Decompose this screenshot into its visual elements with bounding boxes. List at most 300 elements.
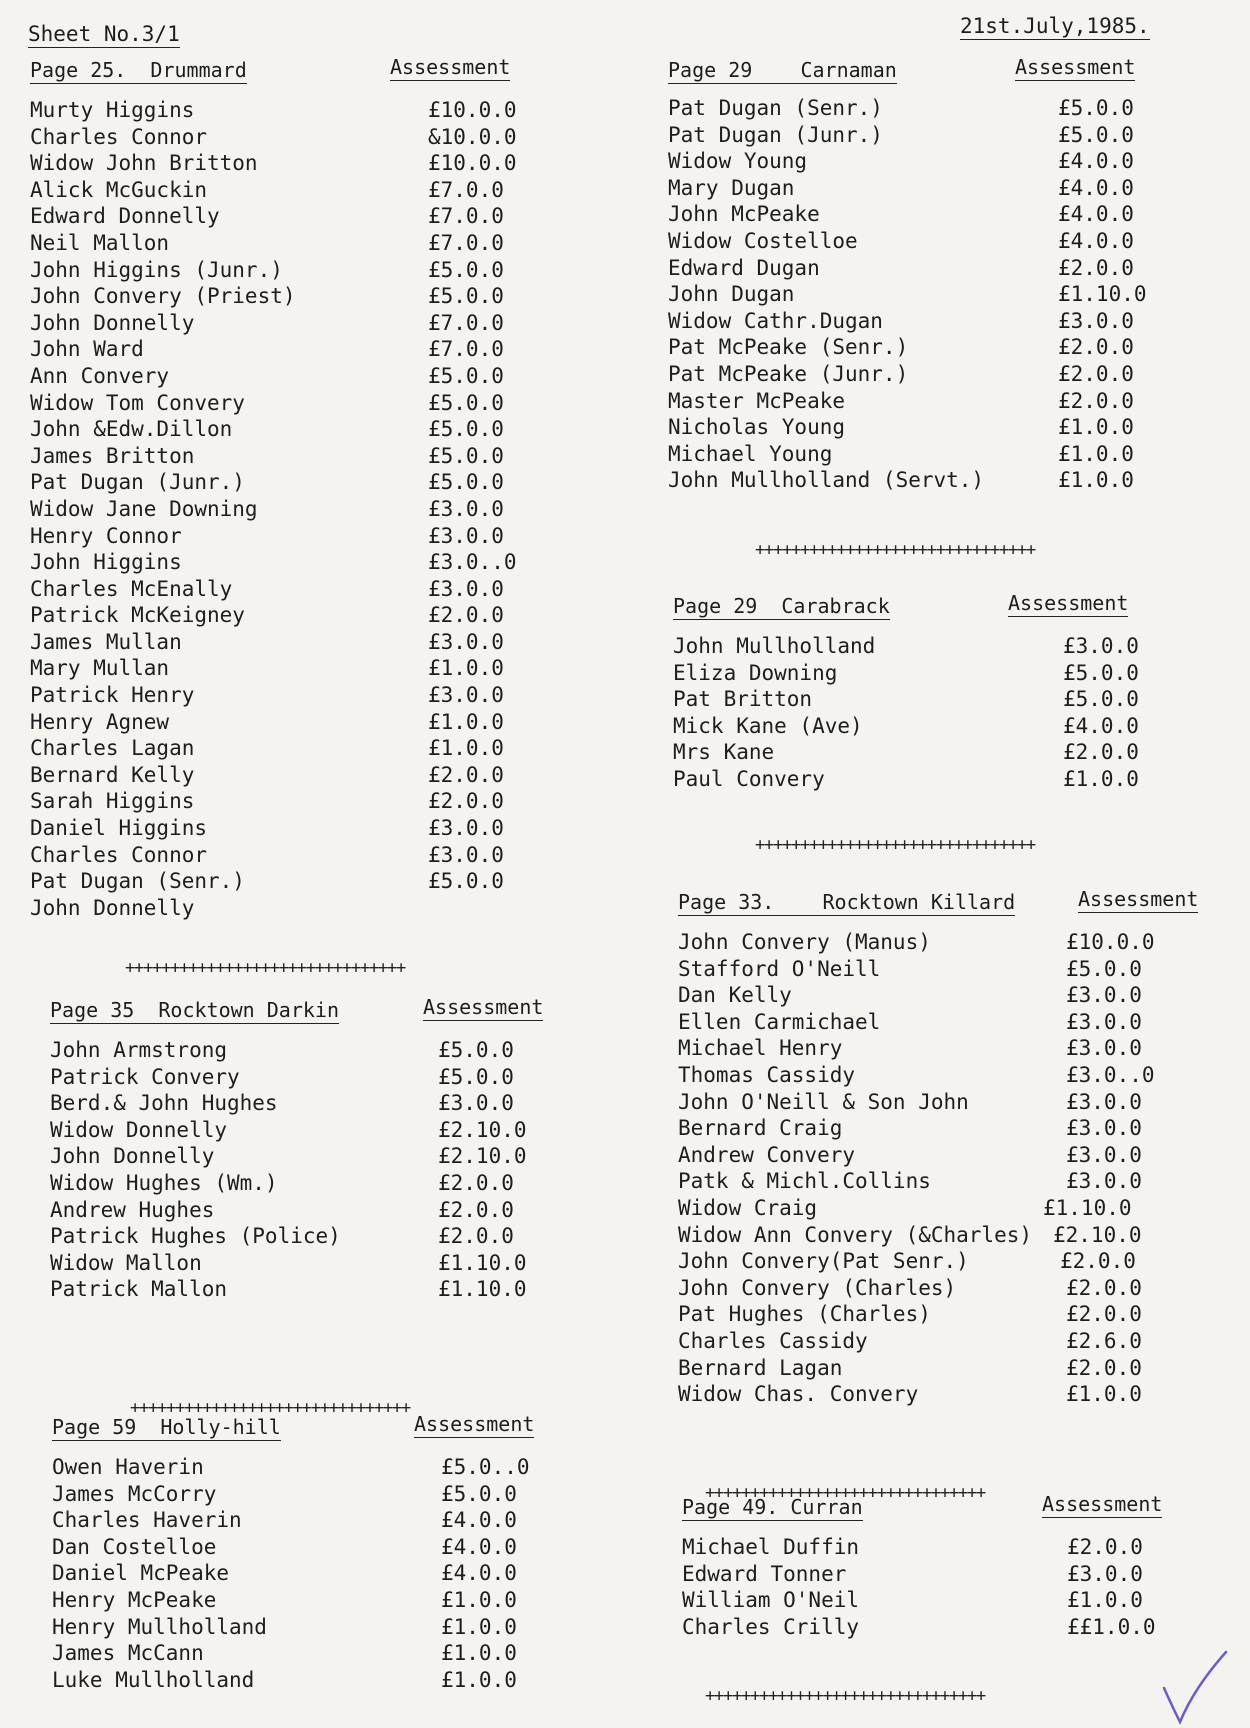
entry-amount: £4.0.0 [1063, 713, 1139, 738]
entry-list [50, 1038, 550, 1304]
entry-amount: £3.0.0 [1066, 1116, 1142, 1141]
entry-amount: £4.0.0 [441, 1534, 517, 1559]
entry-amount: £3.0.0 [1066, 1142, 1142, 1167]
list-item [52, 1668, 552, 1695]
list-item [678, 1302, 1148, 1329]
entry-amount: £10.0.0 [428, 151, 517, 176]
entry-amount: £1.10.0 [1058, 282, 1147, 307]
entry-name: Henry Agnew [30, 709, 170, 734]
list-item [682, 1614, 1156, 1642]
list-item [678, 1010, 1148, 1037]
section-header [682, 1492, 1163, 1535]
section-title: Page 29 Carabrack [673, 594, 890, 618]
list-item [30, 391, 530, 418]
list-item [30, 258, 530, 285]
section-header [673, 591, 1143, 634]
list-item [668, 256, 1138, 283]
entry-amount: £1.0.0 [441, 1614, 517, 1639]
entry-amount: ££1.0.0 [1067, 1614, 1156, 1639]
entry-amount: £1.0.0 [428, 709, 504, 734]
separator-line: +++++++++++++++++++++++++++++++ [705, 1483, 986, 1503]
list-item [30, 736, 530, 763]
list-item [668, 389, 1138, 416]
entry-amount: £1.0.0 [1058, 441, 1134, 466]
section-carnaman [668, 55, 1147, 495]
entry-amount: £3.0.0 [1066, 1036, 1142, 1061]
entry-name: Bernard Craig [678, 1116, 843, 1141]
entry-amount: £5.0.0 [428, 363, 504, 388]
entry-name: Pat Hughes (Charles) [678, 1302, 931, 1327]
entry-amount: £3.0.0 [1066, 1009, 1142, 1034]
entry-name: Pat Dugan (Junr.) [30, 470, 245, 495]
list-item [678, 1223, 1148, 1250]
list-item [30, 577, 530, 604]
list-item [30, 497, 530, 524]
entry-amount: £4.0.0 [1058, 228, 1134, 253]
entry-amount: £3.0.0 [1066, 983, 1142, 1008]
entry-name: Dan Kelly [678, 983, 792, 1008]
entry-amount: £2.0.0 [1066, 1355, 1142, 1380]
list-item [668, 335, 1138, 362]
list-item [678, 1036, 1148, 1063]
entry-name: Charles McEnally [30, 576, 233, 601]
list-item [678, 1329, 1148, 1356]
entry-amount: £5.0.0 [428, 284, 504, 309]
entry-amount: £1.0.0 [441, 1587, 517, 1612]
entry-amount: £3.0.0 [428, 816, 504, 841]
entry-amount: £7.0.0 [428, 204, 504, 229]
entry-name: John Convery (Priest) [30, 284, 296, 309]
list-item [30, 603, 530, 630]
entry-amount: £3.0.0 [428, 496, 504, 521]
entry-name: Widow Hughes (Wm.) [50, 1170, 278, 1195]
section-rocktown-darkin [50, 995, 550, 1304]
entry-amount: £2.6.0 [1066, 1328, 1142, 1353]
entry-name: Ellen Carmichael [678, 1009, 881, 1034]
list-item [682, 1562, 1152, 1589]
list-item [668, 282, 1147, 309]
entry-name: Widow Chas. Convery [678, 1382, 919, 1407]
list-item [668, 229, 1138, 256]
section-header [30, 55, 530, 98]
entry-name: James McCann [52, 1641, 204, 1666]
entry-amount: £3.0.0 [1066, 1169, 1142, 1194]
list-item [682, 1588, 1152, 1615]
sheet-number: Sheet No.3/1 [28, 22, 180, 46]
list-item [50, 1038, 550, 1065]
entry-name: Edward Tonner [682, 1561, 847, 1586]
entry-amount: £1.10.0 [438, 1250, 527, 1275]
entry-name: Murty Higgins [30, 98, 195, 122]
list-item [30, 470, 530, 497]
entry-name: John Armstrong [50, 1038, 228, 1062]
entry-name: Ann Convery [30, 363, 170, 388]
entry-amount: £2.0.0 [1058, 255, 1134, 280]
list-item [50, 1224, 550, 1251]
entry-amount: £1.0.0 [1067, 1588, 1143, 1613]
section-title: Page 59 Holly-hill [52, 1415, 281, 1439]
section-carabrack [673, 591, 1143, 794]
entry-name: Sarah Higgins [30, 789, 195, 814]
entry-list [678, 930, 1155, 1409]
entry-list [52, 1455, 552, 1694]
list-item [30, 843, 530, 870]
section-title: Page 33. Rocktown Killard [678, 890, 1016, 914]
list-item [668, 96, 1138, 123]
separator-line: +++++++++++++++++++++++++++++++ [705, 1686, 986, 1706]
entry-name: James McCorry [52, 1481, 217, 1506]
entry-amount: £2.0.0 [1063, 740, 1139, 765]
list-item [673, 634, 1143, 661]
list-item [30, 311, 530, 338]
list-item [30, 683, 530, 710]
entry-amount: £4.0.0 [1058, 175, 1134, 200]
entry-amount: £5.0.0 [1063, 687, 1139, 712]
entry-amount: £2.0.0 [1067, 1535, 1143, 1559]
entry-amount: £5.0.0 [441, 1481, 517, 1506]
list-item [52, 1508, 552, 1535]
list-item [673, 714, 1143, 741]
entry-list [682, 1535, 1156, 1641]
entry-name: John Convery(Pat Senr.) [678, 1249, 969, 1274]
entry-amount: £4.0.0 [441, 1508, 517, 1533]
entry-amount: &10.0.0 [428, 124, 517, 149]
list-item [668, 202, 1138, 229]
assessment-column-header: Assessment [423, 995, 544, 1019]
entry-name: Edward Donnelly [30, 204, 220, 229]
entry-name: Nicholas Young [668, 415, 846, 440]
list-item [52, 1535, 552, 1562]
section-header [668, 55, 1138, 98]
entry-name: Luke Mullholland [52, 1667, 255, 1692]
entry-amount: £7.0.0 [428, 337, 504, 362]
entry-amount: £3.0.0 [428, 842, 504, 867]
entry-name: Patrick Hughes (Police) [50, 1224, 341, 1249]
list-item [30, 710, 530, 737]
list-item [30, 763, 530, 790]
separator-line: +++++++++++++++++++++++++++++++ [130, 1398, 411, 1418]
entry-list [673, 634, 1143, 794]
entry-name: Pat McPeake (Senr.) [668, 335, 909, 360]
entry-amount: £1.0.0 [441, 1667, 517, 1692]
list-item [30, 98, 530, 125]
entry-amount: £5.0.0 [438, 1064, 514, 1089]
entry-name: Mary Mullan [30, 656, 170, 681]
entry-name: Widow Donnelly [50, 1117, 228, 1142]
entry-amount: £10.0.0 [428, 98, 517, 122]
separator-line: +++++++++++++++++++++++++++++++ [755, 835, 1036, 855]
separator-line: +++++++++++++++++++++++++++++++ [755, 540, 1036, 560]
entry-amount: £5.0.0 [428, 470, 504, 495]
entry-amount: £1.0.0 [441, 1641, 517, 1666]
assessment-column-header: Assessment [1008, 591, 1129, 615]
entry-name: Andrew Convery [678, 1142, 856, 1167]
entry-name: John Convery (Manus) [678, 930, 931, 954]
list-item [50, 1277, 550, 1304]
entry-amount: £4.0.0 [1058, 202, 1134, 227]
entry-amount: £2.0.0 [438, 1224, 514, 1249]
section-title: Page 29 Carnaman [668, 58, 897, 82]
entry-name: Charles Connor [30, 842, 208, 867]
assessment-column-header: Assessment [414, 1412, 535, 1436]
list-item [678, 1090, 1148, 1117]
entry-amount: £2.0.0 [1066, 1275, 1142, 1300]
entry-name: Charles Haverin [52, 1508, 242, 1533]
entry-amount: £1.10.0 [438, 1277, 527, 1302]
section-header [678, 887, 1199, 930]
entry-amount: £3.0.0 [428, 629, 504, 654]
list-item [50, 1144, 550, 1171]
entry-name: Henry Mullholland [52, 1614, 267, 1639]
entry-name: Pat McPeake (Junr.) [668, 361, 909, 386]
list-item [30, 337, 530, 364]
section-holly-hill [52, 1412, 552, 1694]
entry-name: Mick Kane (Ave) [673, 713, 863, 738]
list-item [678, 1249, 1148, 1276]
entry-name: John Convery (Charles) [678, 1275, 957, 1300]
section-title: Page 35 Rocktown Darkin [50, 998, 339, 1022]
entry-name: Stafford O'Neill [678, 956, 881, 981]
entry-name: Patrick McKeigney [30, 603, 245, 628]
list-item [673, 687, 1143, 714]
list-item [30, 630, 530, 657]
entry-name: Berd.& John Hughes [50, 1091, 278, 1116]
list-item [668, 362, 1138, 389]
entry-name: Alick McGuckin [30, 177, 208, 202]
list-item [678, 1382, 1148, 1409]
entry-name: John Dugan [668, 282, 795, 307]
entry-amount: £1.10.0 [1043, 1195, 1132, 1220]
list-item [30, 550, 530, 577]
list-item [30, 364, 530, 391]
list-item [30, 125, 530, 152]
entry-name: Patrick Mallon [50, 1277, 228, 1302]
list-item [668, 123, 1138, 150]
list-item [668, 176, 1138, 203]
entry-name: Master McPeake [668, 388, 846, 413]
entry-name: Owen Haverin [52, 1455, 204, 1479]
list-item [668, 415, 1138, 442]
entry-amount: £2.0.0 [1058, 361, 1134, 386]
entry-amount: £1.0.0 [1063, 766, 1139, 791]
entry-amount: £2.10.0 [1053, 1222, 1142, 1247]
entry-amount: £5.0.0 [428, 257, 504, 282]
list-item [678, 983, 1148, 1010]
entry-amount: £3.0.0 [1058, 308, 1134, 333]
list-item [668, 149, 1138, 176]
entry-name: Daniel Higgins [30, 816, 208, 841]
entry-name: Bernard Kelly [30, 762, 195, 787]
entry-name: John Ward [30, 337, 144, 362]
entry-name: John &Edw.Dillon [30, 417, 233, 442]
section-title: Page 49. Curran [682, 1495, 863, 1519]
entry-amount: £5.0..0 [441, 1455, 530, 1479]
entry-amount: £5.0.0 [428, 443, 504, 468]
entry-name: Charles Crilly [682, 1614, 860, 1639]
list-item [678, 1062, 1155, 1090]
entry-amount: £1.0.0 [1058, 415, 1134, 440]
entry-name: Widow John Britton [30, 151, 258, 176]
list-item [668, 309, 1138, 336]
list-item [52, 1588, 552, 1615]
assessment-column-header: Assessment [1015, 55, 1136, 79]
entry-name: Pat Dugan (Senr.) [668, 96, 883, 120]
list-item [50, 1171, 550, 1198]
entry-amount: £2.0.0 [1066, 1302, 1142, 1327]
section-drummard [30, 55, 530, 922]
entry-name: Charles Lagan [30, 736, 195, 761]
list-item [673, 740, 1143, 767]
entry-name: Pat Dugan (Junr.) [668, 122, 883, 147]
list-item [30, 231, 530, 258]
entry-name: Dan Costelloe [52, 1534, 217, 1559]
entry-name: Paul Convery [673, 766, 825, 791]
entry-amount: £10.0.0 [1066, 930, 1155, 954]
entry-name: Thomas Cassidy [678, 1062, 856, 1087]
entry-amount: £3.0.0 [428, 523, 504, 548]
list-item [673, 767, 1143, 794]
entry-amount: £2.0.0 [1058, 388, 1134, 413]
entry-amount: £3.0.0 [428, 683, 504, 708]
entry-name: John Donnelly [30, 895, 195, 920]
entry-amount: £7.0.0 [428, 177, 504, 202]
list-item [30, 178, 530, 205]
entry-amount: £3.0.0 [1067, 1561, 1143, 1586]
entry-name: Widow Jane Downing [30, 496, 258, 521]
entry-amount: £4.0.0 [1058, 149, 1134, 174]
list-item [50, 1251, 550, 1278]
entry-name: Widow Ann Convery (&Charles) [678, 1222, 1033, 1247]
entry-amount: £3.0..0 [428, 550, 517, 575]
section-title: Page 25. Drummard [30, 58, 247, 82]
entry-amount: £2.0.0 [428, 789, 504, 814]
list-item [30, 444, 530, 471]
list-item [30, 417, 530, 444]
entry-name: James Mullan [30, 629, 182, 654]
list-item [52, 1455, 552, 1482]
entry-amount: £1.0.0 [428, 656, 504, 681]
list-item [30, 816, 530, 843]
entry-name: Pat Dugan (Senr.) [30, 869, 245, 894]
entry-amount: £3.0.0 [428, 576, 504, 601]
assessment-column-header: Assessment [1078, 887, 1199, 911]
list-item [678, 930, 1155, 957]
separator-line: +++++++++++++++++++++++++++++++ [125, 958, 406, 978]
entry-amount: £2.0.0 [428, 762, 504, 787]
entry-amount: £2.0.0 [1058, 335, 1134, 360]
entry-name: William O'Neil [682, 1588, 860, 1613]
entry-name: Henry McPeake [52, 1587, 217, 1612]
list-item [50, 1118, 550, 1145]
entry-name: Widow Cathr.Dugan [668, 308, 883, 333]
entry-amount: £1.0.0 [1058, 468, 1134, 493]
checkmark-icon [1160, 1648, 1230, 1728]
list-item [30, 524, 530, 551]
entry-amount: £4.0.0 [441, 1561, 517, 1586]
entry-amount: £5.0.0 [1063, 660, 1139, 685]
list-item [682, 1535, 1152, 1562]
list-item [52, 1615, 552, 1642]
entry-name: John Higgins (Junr.) [30, 257, 283, 282]
assessment-column-header: Assessment [1042, 1492, 1163, 1516]
entry-amount: £7.0.0 [428, 310, 504, 335]
entry-amount: £5.0.0 [428, 390, 504, 415]
entry-amount: £3.0.0 [1063, 634, 1139, 658]
entry-name: James Britton [30, 443, 195, 468]
list-item [30, 284, 530, 311]
list-item [30, 151, 530, 178]
entry-name: Pat Britton [673, 687, 813, 712]
list-item [678, 1143, 1148, 1170]
entry-name: Patrick Convery [50, 1064, 240, 1089]
entry-amount: £7.0.0 [428, 230, 504, 255]
list-item [50, 1091, 550, 1118]
document-date: 21st.July,1985. [960, 14, 1150, 38]
entry-name: John Mullholland (Servt.) [668, 468, 985, 493]
entry-amount: £2.10.0 [438, 1117, 527, 1142]
list-item [52, 1641, 552, 1668]
list-item [50, 1065, 550, 1092]
list-item [678, 957, 1148, 984]
list-item [673, 661, 1143, 688]
list-item [678, 1356, 1148, 1383]
entry-name: Edward Dugan [668, 255, 820, 280]
list-item [678, 1169, 1148, 1196]
entry-name: Neil Mallon [30, 230, 170, 255]
entry-list [30, 98, 530, 922]
entry-name: Mary Dugan [668, 175, 795, 200]
entry-name: Bernard Lagan [678, 1355, 843, 1380]
entry-name: John McPeake [668, 202, 820, 227]
entry-amount: £2.0.0 [428, 603, 504, 628]
list-item [30, 204, 530, 231]
list-item [678, 1276, 1148, 1303]
entry-name: Charles Cassidy [678, 1328, 868, 1353]
entry-name: Andrew Hughes [50, 1197, 215, 1222]
entry-amount: £2.10.0 [438, 1144, 527, 1169]
entry-amount: £3.0..0 [1066, 1062, 1155, 1087]
entry-amount: £5.0.0 [1058, 122, 1134, 147]
list-item [52, 1482, 552, 1509]
entry-amount: £5.0.0 [428, 869, 504, 894]
entry-name: Michael Young [668, 441, 833, 466]
entry-name: John Donnelly [30, 310, 195, 335]
list-item [30, 869, 530, 896]
section-rocktown-killard [678, 887, 1199, 1409]
entry-name: John Higgins [30, 550, 182, 575]
entry-amount: £5.0.0 [438, 1038, 514, 1062]
list-item [30, 789, 530, 816]
entry-amount: £5.0.0 [1066, 956, 1142, 981]
entry-name: Widow Young [668, 149, 808, 174]
entry-name: Eliza Downing [673, 660, 838, 685]
entry-amount: £3.0.0 [1066, 1089, 1142, 1114]
list-item [30, 656, 530, 683]
section-curran [682, 1492, 1163, 1641]
entry-name: Widow Tom Convery [30, 390, 245, 415]
entry-list [668, 96, 1147, 495]
entry-amount: £3.0.0 [438, 1091, 514, 1116]
entry-name: Patk & Michl.Collins [678, 1169, 931, 1194]
entry-name: Charles Connor [30, 124, 208, 149]
entry-amount: £2.0.0 [438, 1197, 514, 1222]
entry-name: Widow Craig [678, 1195, 818, 1220]
entry-amount: £5.0.0 [428, 417, 504, 442]
section-header [52, 1412, 552, 1455]
entry-amount: £2.0.0 [438, 1170, 514, 1195]
entry-name: Widow Costelloe [668, 228, 858, 253]
list-item [668, 442, 1138, 469]
